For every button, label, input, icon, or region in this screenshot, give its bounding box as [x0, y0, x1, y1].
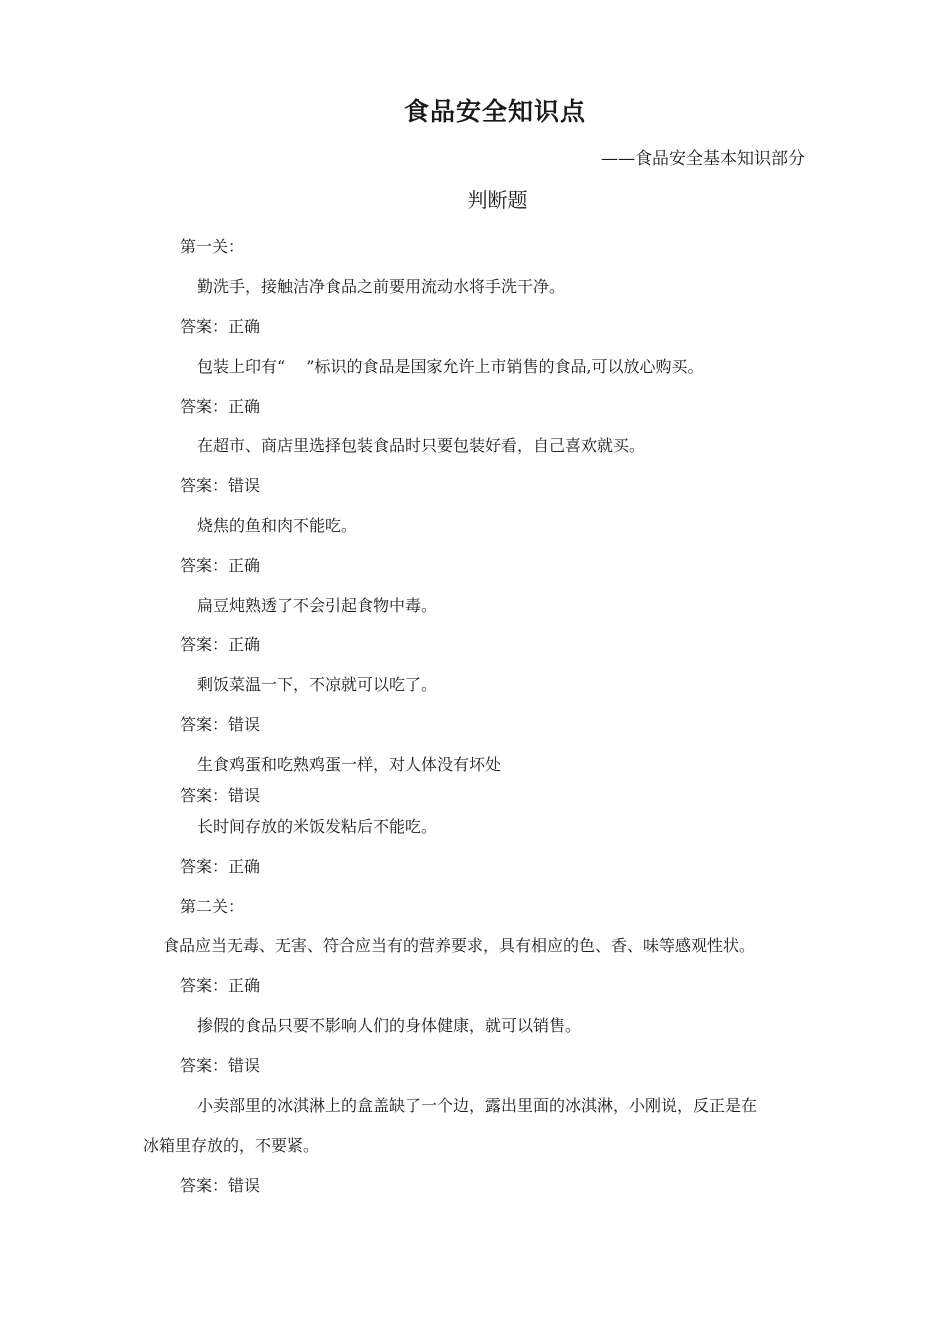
answer-10: 答案：错误	[180, 1056, 261, 1075]
document-title: 食品安全知识点	[403, 97, 586, 126]
question-9: 食品应当无毒、无害、符合应当有的营养要求，具有相应的色、香、味等感观性状。	[163, 936, 756, 955]
answer-11: 答案：错误	[180, 1176, 261, 1195]
answer-6: 答案：错误	[180, 715, 261, 734]
question-3: 在超市、商店里选择包装食品时只要包装好看，自己喜欢就买。	[197, 436, 646, 455]
question-11: 小卖部里的冰淇淋上的盒盖缺了一个边，露出里面的冰淇淋，小刚说，反正是在	[197, 1096, 758, 1115]
question-10: 掺假的食品只要不影响人们的身体健康，就可以销售。	[197, 1016, 582, 1035]
answer-2: 答案：正确	[180, 397, 261, 416]
answer-8: 答案：正确	[180, 857, 261, 876]
document-subtitle: ——食品安全基本知识部分	[601, 149, 805, 169]
question-1: 勤洗手，接触洁净食品之前要用流动水将手洗干净。	[197, 277, 566, 296]
question-6: 剩饭菜温一下，不凉就可以吃了。	[197, 675, 438, 694]
section-title: 判断题	[467, 188, 528, 212]
level-2-label: 第二关：	[180, 897, 245, 916]
answer-7: 答案：错误	[180, 786, 261, 805]
answer-5: 答案：正确	[180, 635, 261, 654]
question-7: 生食鸡蛋和吃熟鸡蛋一样，对人体没有坏处	[197, 755, 502, 774]
answer-4: 答案：正确	[180, 556, 261, 575]
level-1-label: 第一关：	[180, 237, 245, 256]
question-2: 包装上印有“ ”标识的食品是国家允许上市销售的食品,可以放心购买。	[197, 357, 704, 376]
question-5: 扁豆炖熟透了不会引起食物中毒。	[197, 596, 438, 615]
answer-1: 答案：正确	[180, 317, 261, 336]
answer-9: 答案：正确	[180, 976, 261, 995]
question-4: 烧焦的鱼和肉不能吃。	[197, 516, 358, 535]
answer-3: 答案：错误	[180, 476, 261, 495]
question-8: 长时间存放的米饭发粘后不能吃。	[197, 817, 438, 836]
question-11-continued: 冰箱里存放的，不要紧。	[143, 1136, 320, 1155]
